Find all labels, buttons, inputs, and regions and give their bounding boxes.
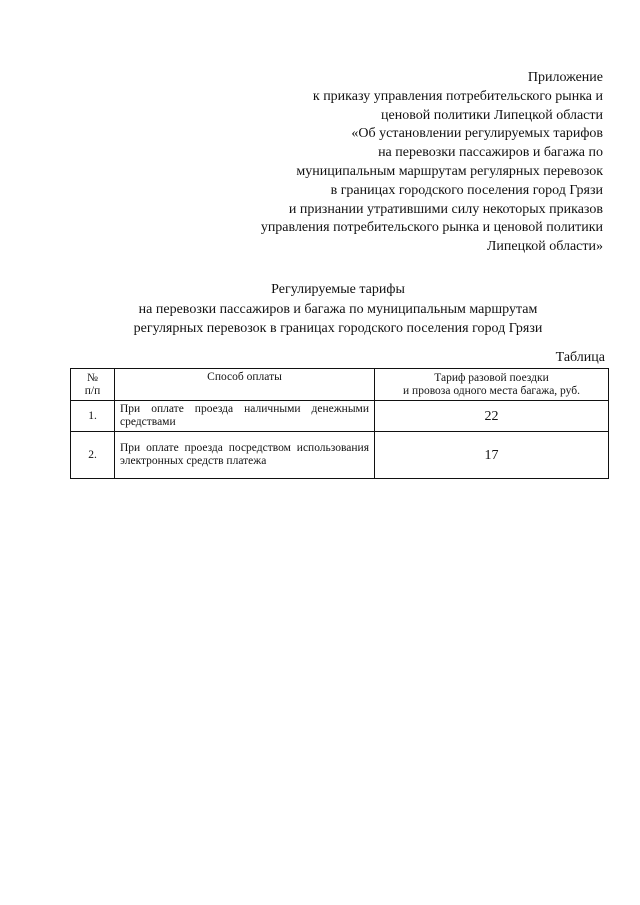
- header-tariff: [375, 369, 609, 401]
- title-line: на перевозки пассажиров и багажа по муниципальным маршрутам: [138, 301, 538, 317]
- appendix-line: ценовой политики Липецкой области: [381, 107, 603, 123]
- table-caption: Таблица: [555, 350, 605, 365]
- row-payment-method: При оплате проезда посредством использования электронных средств платежа: [115, 432, 375, 479]
- appendix-line: Приложение: [527, 70, 603, 85]
- appendix-line: управления потребительского рынка и ценовой политики: [260, 220, 603, 236]
- appendix-line: муниципальным маршрутам регулярных перевозок: [296, 163, 603, 179]
- header-tariff-line: и провоза одного места багажа, руб.: [403, 384, 580, 397]
- title-line: регулярных перевозок в границах городского поселения город Грязи: [133, 321, 543, 336]
- header-tariff-line: Тариф разовой поездки: [434, 371, 549, 384]
- table-header-row: [71, 369, 609, 401]
- table-row: [71, 432, 609, 479]
- header-number-line: п/п: [84, 384, 101, 397]
- appendix-line: «Об установлении регулируемых тарифов: [351, 126, 603, 142]
- title-line: Регулируемые тарифы: [271, 282, 405, 297]
- row-price: 22: [375, 401, 609, 432]
- row-number: 2.: [71, 432, 115, 479]
- row-number: 1.: [71, 401, 115, 432]
- header-number-line: №: [87, 371, 98, 384]
- appendix-reference: [203, 69, 603, 257]
- appendix-line: Липецкой области»: [486, 239, 603, 255]
- appendix-line: в границах городского поселения город Грязи: [330, 182, 603, 198]
- appendix-line: на перевозки пассажиров и багажа по: [378, 145, 603, 161]
- row-payment-method: При оплате проезда наличными денежными средствами: [115, 401, 375, 432]
- table-row: [71, 401, 609, 432]
- appendix-line: и признании утратившими силу некоторых приказов: [288, 201, 603, 217]
- row-price: 17: [375, 432, 609, 479]
- header-payment-method: Способ оплаты: [115, 369, 375, 401]
- appendix-line: к приказу управления потребительского рынка и: [312, 88, 603, 104]
- header-number: [71, 369, 115, 401]
- tariff-table: [70, 368, 609, 479]
- document-title: [70, 280, 606, 339]
